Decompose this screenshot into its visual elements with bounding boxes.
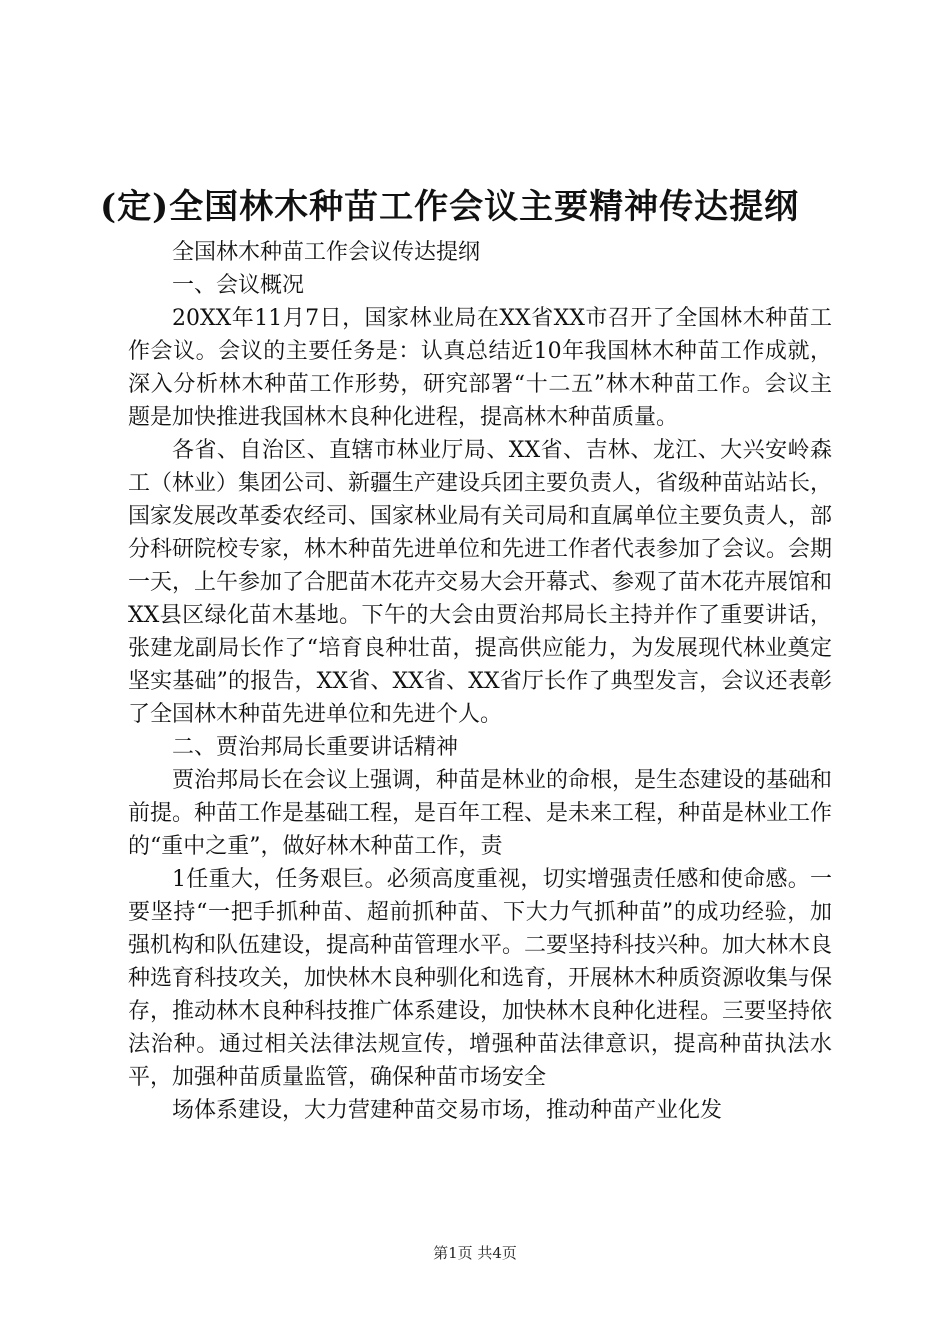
document-title: (定)全国林木种苗工作会议主要精神传达提纲: [100, 187, 800, 227]
page-footer: 第1页 共4页: [433, 1244, 517, 1262]
body-paragraph: 贾治邦局长在会议上强调，种苗是林业的命根，是生态建设的基础和前提。种苗工作是基础工程，是百年工程、是未来工程，种苗是林业工作的“重中之重”，做好林木种苗工作，责: [128, 768, 833, 859]
section-heading-overview: 一、会议概况: [172, 273, 305, 298]
document-body: [128, 236, 832, 1127]
body-paragraph: 各省、自治区、直辖市林业厅局、XX省、吉林、龙江、大兴安岭森工（林业）集团公司、新疆生产建设兵团主要负责人，省级种苗站站长，国家发展改革委农经司、国家林业局有关司局和直属单位主要负责人，部分科研院校专家，林木种苗先进单位和先进工作者代表参加了会议。会期一天，上午参加了合肥苗木花卉交易大会开幕式、参观了苗木花卉展馆和XX县区绿化苗木基地。下午的大会由贾治邦局长主持并作了重要讲话，张建龙副局长作了“培育良种壮苗，提高供应能力，为发展现代林业奠定坚实基础”的报告，XX省、XX省、XX省厅长作了典型发言，会议还表彰了全国林木种苗先进单位和先进个人。: [128, 438, 833, 727]
body-paragraph: 场体系建设，大力营建种苗交易市场，推动种苗产业化发: [172, 1098, 723, 1123]
section-heading-speech: 二、贾治邦局长重要讲话精神: [172, 735, 459, 760]
body-paragraph: 1任重大，任务艰巨。必须高度重视，切实增强责任感和使命感。一要坚持“一把手抓种苗、超前抓种苗、下大力气抓种苗”的成功经验，加强机构和队伍建设，提高种苗管理水平。二要坚持科技兴种。加大林木良种选育科技攻关，加快林木良种驯化和选育，开展林木种质资源收集与保存，推动林木良种科技推广体系建设，加快林木良种化进程。三要坚持依法治种。通过相关法律法规宣传，增强种苗法律意识，提高种苗执法水平，加强种苗质量监管，确保种苗市场安全: [128, 867, 833, 1090]
body-paragraph: 20XX年11月7日，国家林业局在XX省XX市召开了全国林木种苗工作会议。会议的主要任务是：认真总结近10年我国林木种苗工作成就，深入分析林木种苗工作形势，研究部署“十二五”林木种苗工作。会议主题是加快推进我国林木良种化进程，提高林木种苗质量。: [128, 306, 832, 430]
subtitle-paragraph: 全国林木种苗工作会议传达提纲: [172, 240, 481, 265]
